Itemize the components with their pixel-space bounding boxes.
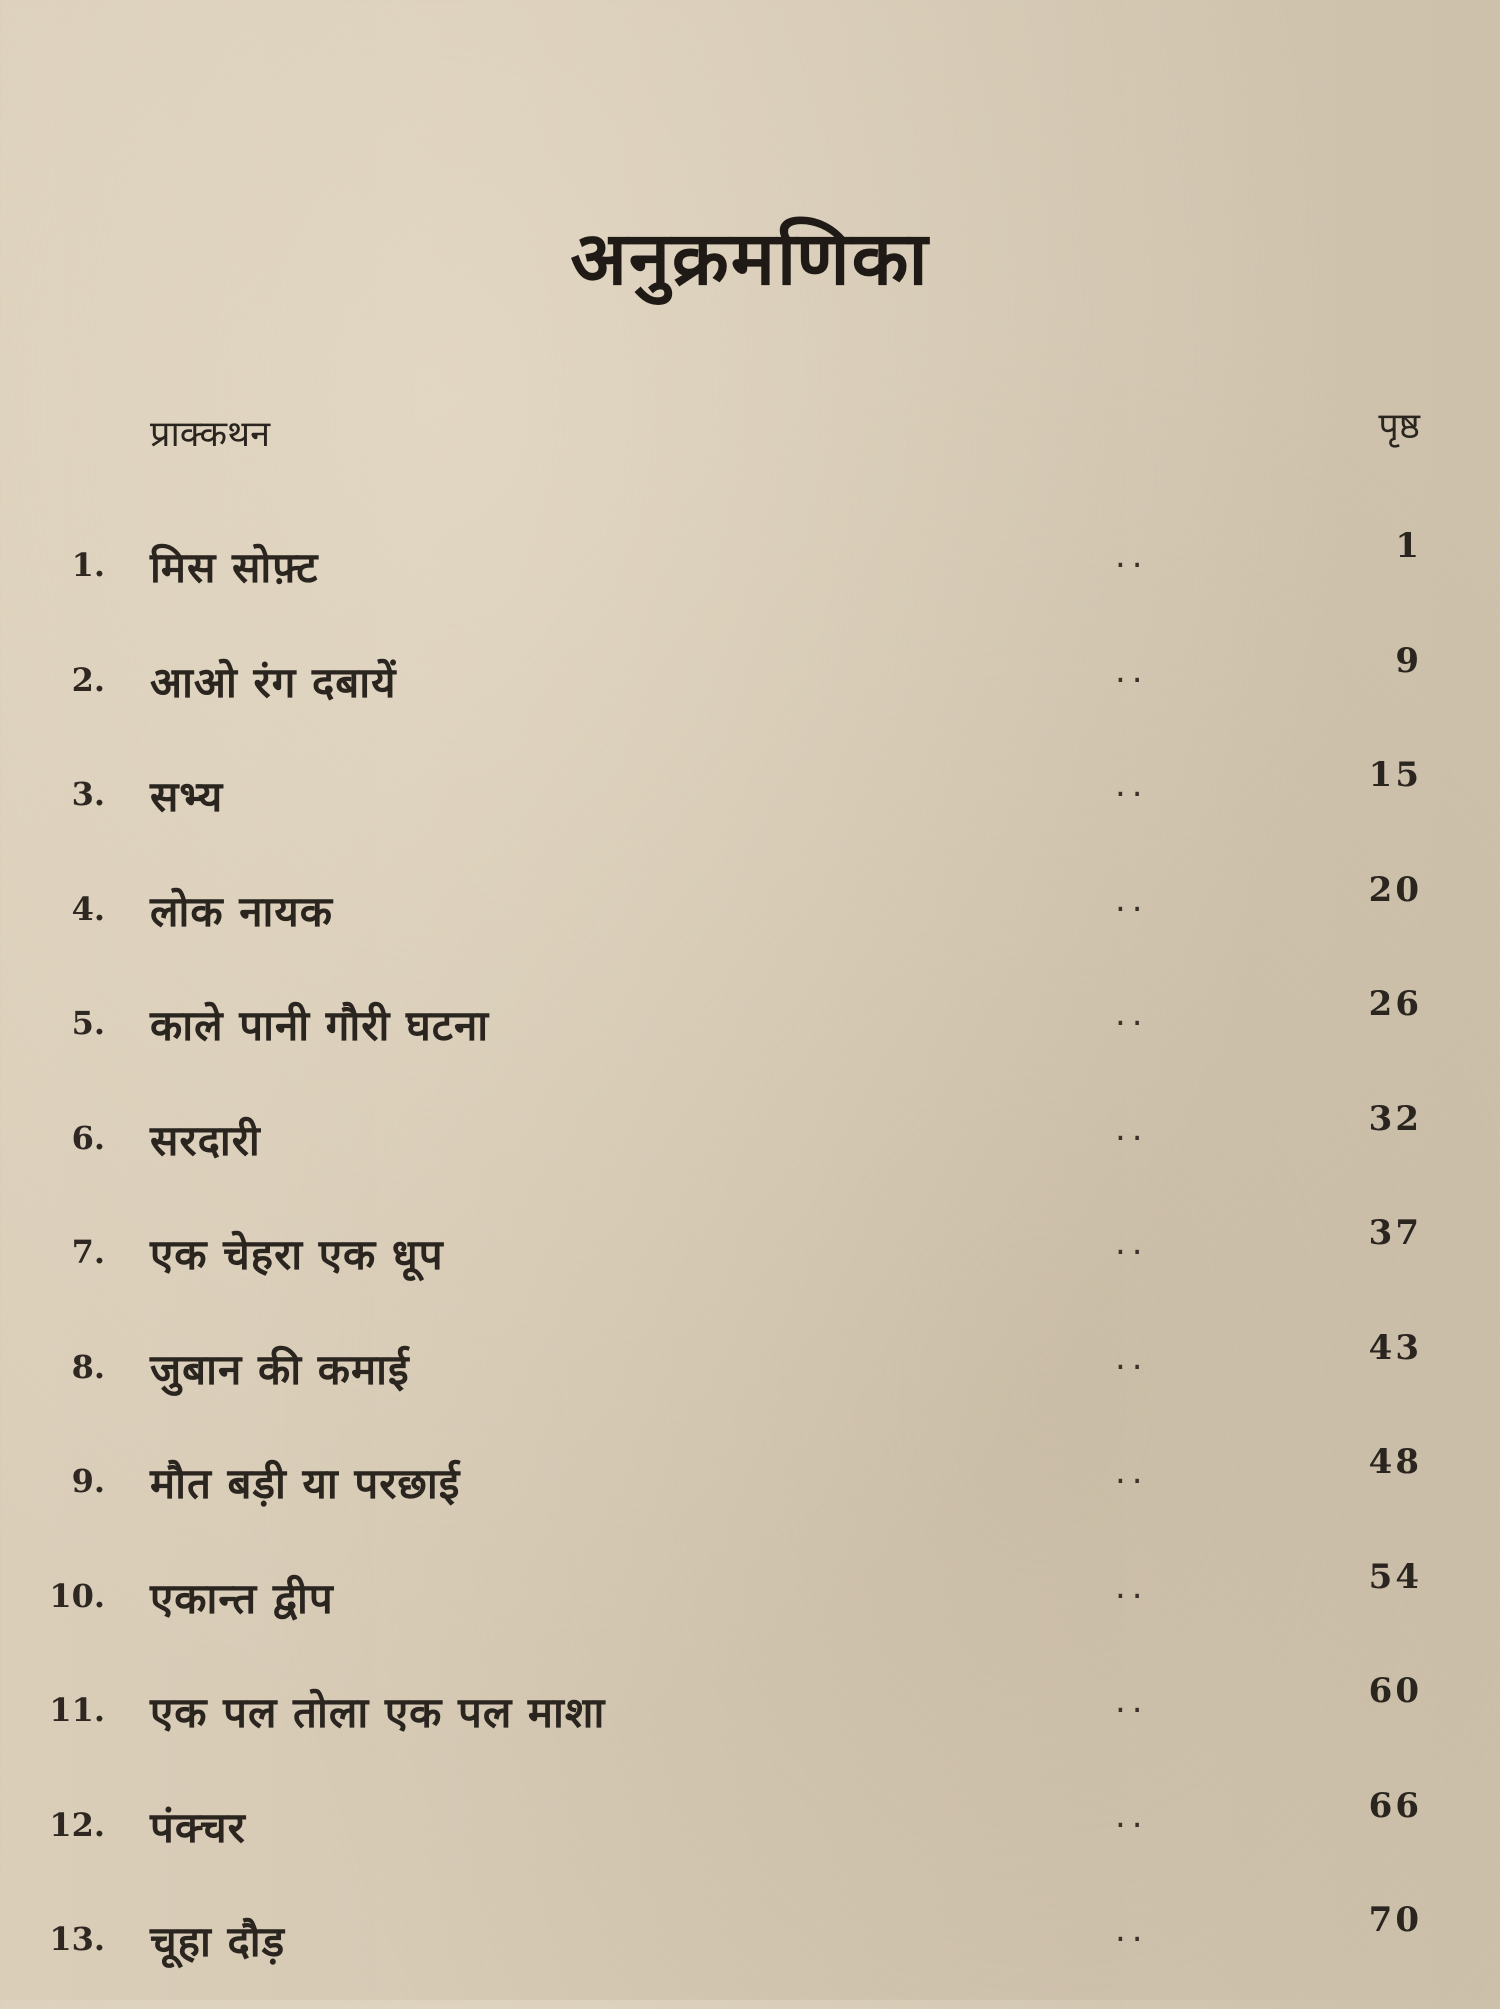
toc-entry [0,978,1500,1093]
leader-dots: .. [1115,650,1149,691]
entry-title: एक पल तोला एक पल माशा [150,1688,606,1737]
page-column-heading: पृष्ठ [1378,406,1420,447]
entry-title: सभ्य [150,772,224,821]
leader-dots: .. [1115,765,1149,805]
entry-number: 13. [49,1920,105,1958]
entry-number: 2. [71,660,105,699]
leader-dots: .. [1115,1681,1149,1721]
leader-dots: .. [1115,1910,1149,1950]
entry-number: 10. [49,1576,105,1615]
entry-title: काले पानी गौरी घटना [150,1001,490,1050]
entry-page: 26 [1368,984,1422,1024]
toc-entry [0,520,1500,635]
leader-dots: .. [1115,536,1149,576]
entry-title: पंक्चर [150,1802,246,1852]
toc-entry [0,1780,1500,1895]
toc-entry [0,1093,1500,1208]
entry-page: 60 [1368,1671,1422,1711]
entry-number: 4. [71,889,105,928]
leader-dots: .. [1115,1223,1149,1263]
entry-number: 8. [71,1347,105,1386]
entry-page: 15 [1368,755,1422,795]
entry-title: चूहा दौड़ [150,1917,286,1966]
toc-entry [0,1207,1500,1322]
entry-title: मौत बड़ी या परछाई [150,1459,461,1508]
toc-entry [0,1894,1500,2009]
toc-entry [0,749,1500,864]
toc-entry [0,1436,1500,1551]
toc-entry [0,1665,1500,1780]
entry-number: 5. [71,1004,105,1042]
page-title: अनुक्रमणिका [570,216,930,302]
leader-dots: .. [1115,1337,1149,1378]
leader-dots: .. [1115,1108,1149,1149]
entry-number: 3. [71,775,105,813]
leader-dots: .. [1115,1795,1149,1836]
entry-title: आओ रंग दबायें [150,657,397,707]
entry-title: सरदारी [150,1115,261,1165]
preface-label: प्राक्कथन [150,414,271,455]
toc-entry [0,864,1500,979]
leader-dots: .. [1115,994,1149,1034]
entry-page: 48 [1368,1442,1422,1482]
entry-page: 1 [1395,526,1422,566]
entry-page: 70 [1368,1900,1422,1940]
entry-number: 6. [71,1118,105,1157]
entry-page: 54 [1368,1556,1422,1597]
entry-title: एकान्त द्वीप [150,1573,334,1623]
leader-dots: .. [1115,1452,1149,1492]
entry-page: 20 [1368,869,1422,910]
toc-entry [0,635,1500,750]
entry-number: 1. [71,546,105,584]
entry-number: 9. [71,1462,105,1500]
entry-title: एक चेहरा एक धूप [150,1230,444,1279]
entry-page: 9 [1395,640,1422,681]
entry-page: 66 [1368,1785,1422,1826]
entry-title: लोक नायक [150,886,334,936]
entry-number: 11. [49,1691,105,1729]
toc-entry [0,1322,1500,1437]
entry-title: जुबान की कमाई [150,1344,410,1394]
entry-title: मिस सोफ़्ट [150,543,319,592]
entry-page: 37 [1368,1213,1422,1253]
toc-entry [0,1551,1500,1666]
leader-dots: .. [1115,879,1149,920]
entry-number: 12. [49,1805,105,1844]
entry-page: 32 [1368,1098,1422,1139]
entry-page: 43 [1368,1327,1422,1368]
table-of-contents [0,520,1500,2009]
entry-number: 7. [71,1233,105,1271]
leader-dots: .. [1115,1566,1149,1607]
